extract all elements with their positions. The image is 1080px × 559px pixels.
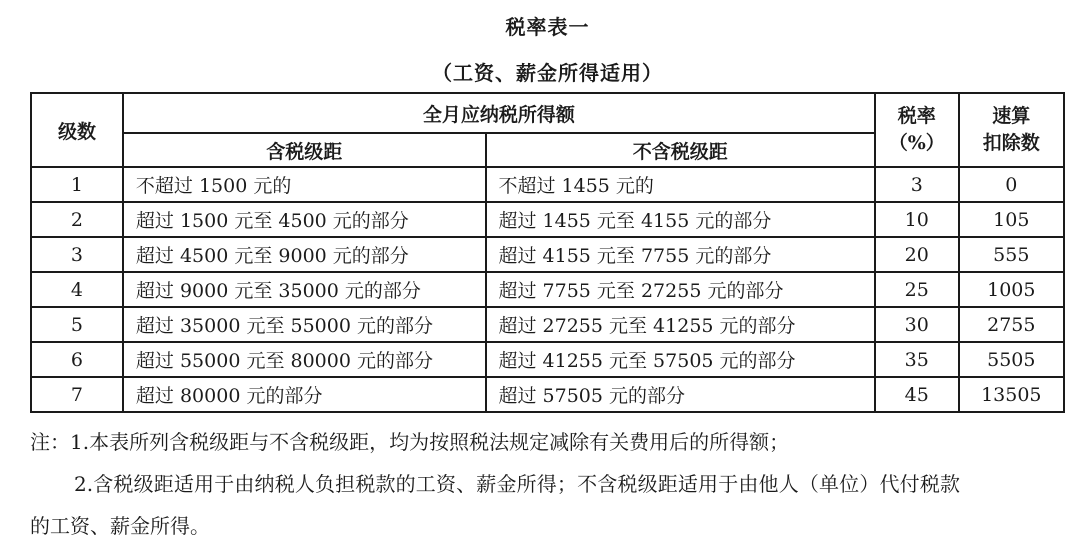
header-tax-rate	[875, 93, 959, 167]
table-row	[31, 167, 1064, 202]
cell-level: 6	[31, 342, 123, 377]
cell-quick-deduction: 555	[959, 237, 1064, 272]
cell-quick-deduction: 2755	[959, 307, 1064, 342]
cell-tax-exclusive: 超过 7755 元至 27255 元的部分	[486, 272, 875, 307]
table-row	[31, 272, 1064, 307]
cell-tax-inclusive: 超过 4500 元至 9000 元的部分	[123, 237, 486, 272]
header-tax-rate-line1: 税率	[897, 105, 936, 127]
cell-level: 2	[31, 202, 123, 237]
cell-quick-deduction: 5505	[959, 342, 1064, 377]
cell-tax-exclusive: 不超过 1455 元的	[486, 167, 875, 202]
cell-quick-deduction: 13505	[959, 377, 1064, 412]
page-title: 税率表一	[505, 15, 590, 39]
cell-level: 1	[31, 167, 123, 202]
cell-quick-deduction: 1005	[959, 272, 1064, 307]
cell-tax-exclusive: 超过 27255 元至 41255 元的部分	[486, 307, 875, 342]
table-body	[31, 167, 1064, 412]
cell-quick-deduction: 0	[959, 167, 1064, 202]
header-quick-deduction-line1: 速算	[992, 105, 1031, 127]
page-subtitle: （工资、薪金所得适用）	[432, 61, 663, 85]
cell-tax-exclusive: 超过 1455 元至 4155 元的部分	[486, 202, 875, 237]
cell-tax-rate: 3	[875, 167, 959, 202]
cell-tax-inclusive: 超过 1500 元至 4500 元的部分	[123, 202, 486, 237]
cell-tax-inclusive: 超过 55000 元至 80000 元的部分	[123, 342, 486, 377]
tax-rate-table	[30, 92, 1065, 413]
cell-tax-inclusive: 超过 80000 元的部分	[123, 377, 486, 412]
table-header	[31, 93, 1064, 167]
cell-tax-exclusive: 超过 57505 元的部分	[486, 377, 875, 412]
header-tax-rate-line2: （%）	[888, 132, 945, 154]
cell-quick-deduction: 105	[959, 202, 1064, 237]
table-row	[31, 202, 1064, 237]
cell-tax-rate: 25	[875, 272, 959, 307]
cell-tax-rate: 30	[875, 307, 959, 342]
cell-tax-rate: 20	[875, 237, 959, 272]
header-tax-inclusive-bracket: 含税级距	[123, 133, 486, 167]
table-row	[31, 377, 1064, 412]
cell-tax-exclusive: 超过 41255 元至 57505 元的部分	[486, 342, 875, 377]
cell-level: 5	[31, 307, 123, 342]
cell-tax-rate: 45	[875, 377, 959, 412]
cell-tax-inclusive: 超过 9000 元至 35000 元的部分	[123, 272, 486, 307]
cell-tax-inclusive: 超过 35000 元至 55000 元的部分	[123, 307, 486, 342]
cell-level: 7	[31, 377, 123, 412]
note-line-1: 注：1.本表所列含税级距与不含税级距，均为按照税法规定减除有关费用后的所得额；	[30, 430, 790, 454]
header-tax-exclusive-bracket: 不含税级距	[486, 133, 875, 167]
cell-level: 3	[31, 237, 123, 272]
header-monthly-taxable-income: 全月应纳税所得额	[123, 93, 875, 133]
header-level: 级数	[31, 93, 123, 167]
cell-tax-exclusive: 超过 4155 元至 7755 元的部分	[486, 237, 875, 272]
cell-level: 4	[31, 272, 123, 307]
table-row	[31, 342, 1064, 377]
table-row	[31, 237, 1064, 272]
notes-section	[30, 421, 960, 547]
table-row	[31, 307, 1064, 342]
header-quick-deduction-line2: 扣除数	[982, 132, 1040, 154]
cell-tax-inclusive: 不超过 1500 元的	[123, 167, 486, 202]
note-line-2: 2.含税级距适用于由纳税人负担税款的工资、薪金所得；不含税级距适用于由他人（单位）代付税款的工资、薪金所得。	[30, 472, 960, 538]
header-quick-deduction	[959, 93, 1064, 167]
cell-tax-rate: 35	[875, 342, 959, 377]
cell-tax-rate: 10	[875, 202, 959, 237]
